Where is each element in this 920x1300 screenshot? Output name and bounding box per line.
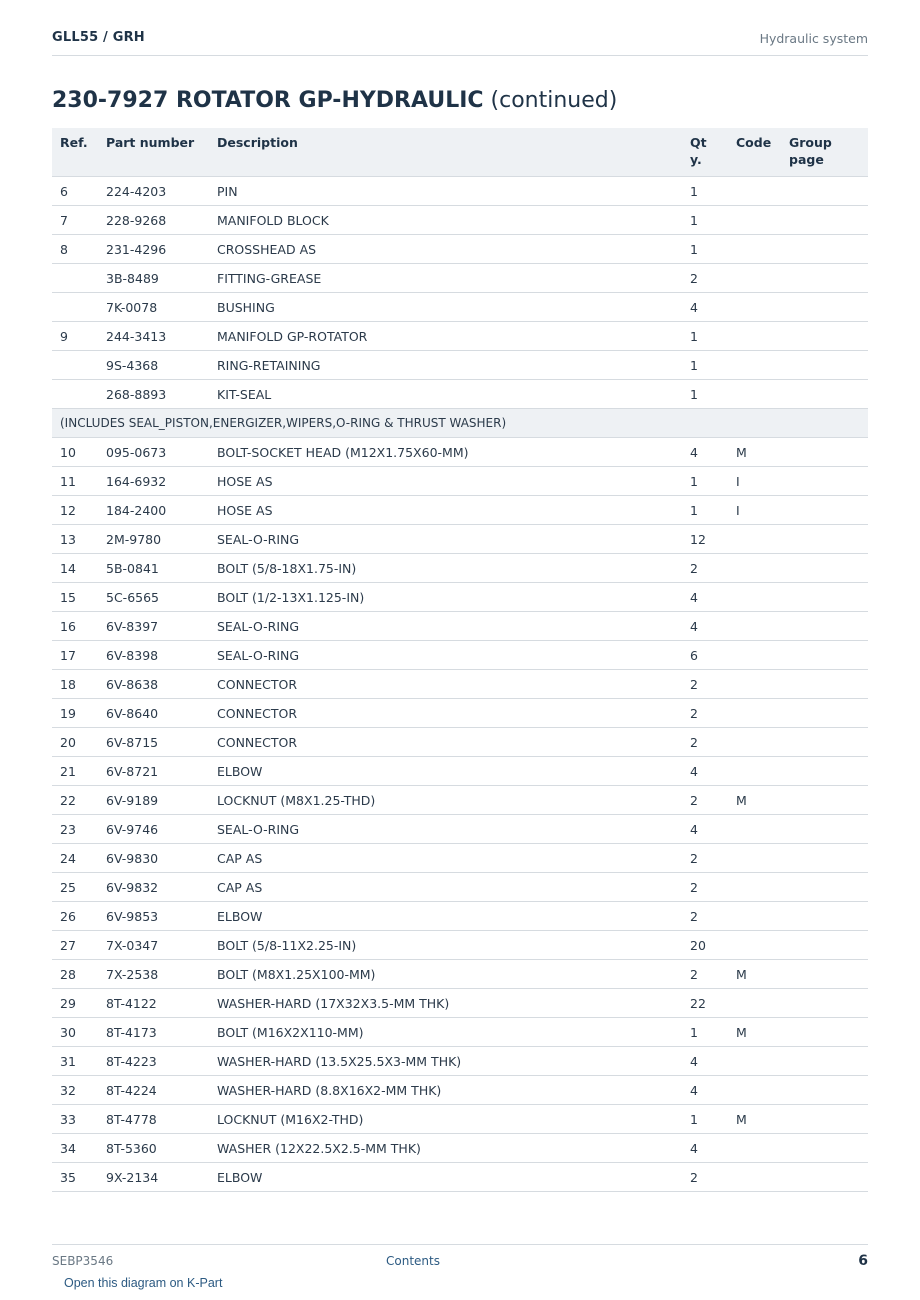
row-part-number: 095-0673: [98, 438, 209, 467]
row-code: [728, 902, 781, 931]
row-part-number: 6V-8638: [98, 670, 209, 699]
row-group-page: [781, 554, 868, 583]
row-description: LOCKNUT (M8X1.25-THD): [209, 786, 682, 815]
row-part-number: 8T-5360: [98, 1134, 209, 1163]
row-code: [728, 1163, 781, 1192]
kpart-link[interactable]: Open this diagram on K-Part: [64, 1276, 223, 1290]
row-description: ELBOW: [209, 1163, 682, 1192]
row-qty: 1: [682, 1018, 728, 1047]
row-description: SEAL-O-RING: [209, 612, 682, 641]
header-qty: [682, 128, 728, 177]
table-row: [52, 931, 868, 960]
row-part-number: 8T-4778: [98, 1105, 209, 1134]
row-group-page: [781, 815, 868, 844]
row-description: WASHER (12X22.5X2.5-MM THK): [209, 1134, 682, 1163]
table-row: [52, 612, 868, 641]
table-row: [52, 467, 868, 496]
table-note-row: [52, 409, 868, 438]
row-description: CAP AS: [209, 844, 682, 873]
row-code: [728, 989, 781, 1018]
row-description: CONNECTOR: [209, 670, 682, 699]
row-qty: 2: [682, 902, 728, 931]
row-ref: 20: [52, 728, 98, 757]
row-part-number: 8T-4223: [98, 1047, 209, 1076]
row-description: KIT-SEAL: [209, 380, 682, 409]
row-qty: 2: [682, 873, 728, 902]
table-row: [52, 844, 868, 873]
row-ref: 35: [52, 1163, 98, 1192]
row-ref: 19: [52, 699, 98, 728]
row-ref: 28: [52, 960, 98, 989]
row-group-page: [781, 786, 868, 815]
row-code: I: [728, 467, 781, 496]
row-ref: [52, 380, 98, 409]
row-description: SEAL-O-RING: [209, 641, 682, 670]
row-qty: 2: [682, 670, 728, 699]
row-qty: 2: [682, 728, 728, 757]
row-ref: [52, 293, 98, 322]
row-code: [728, 554, 781, 583]
row-description: BOLT-SOCKET HEAD (M12X1.75X60-MM): [209, 438, 682, 467]
row-part-number: 6V-9832: [98, 873, 209, 902]
row-group-page: [781, 728, 868, 757]
row-qty: 1: [682, 235, 728, 264]
row-ref: 6: [52, 177, 98, 206]
row-qty: 12: [682, 525, 728, 554]
row-description: BOLT (1/2-13X1.125-IN): [209, 583, 682, 612]
row-ref: 34: [52, 1134, 98, 1163]
row-part-number: 164-6932: [98, 467, 209, 496]
row-group-page: [781, 264, 868, 293]
row-description: WASHER-HARD (8.8X16X2-MM THK): [209, 1076, 682, 1105]
row-code: [728, 815, 781, 844]
header-group-page: Group page: [781, 128, 868, 177]
row-group-page: [781, 641, 868, 670]
row-code: [728, 380, 781, 409]
row-code: [728, 931, 781, 960]
row-group-page: [781, 757, 868, 786]
row-qty: 1: [682, 322, 728, 351]
row-group-page: [781, 670, 868, 699]
row-group-page: [781, 380, 868, 409]
header-description: Description: [209, 128, 682, 177]
row-group-page: [781, 496, 868, 525]
row-ref: 26: [52, 902, 98, 931]
row-ref: 16: [52, 612, 98, 641]
row-ref: 11: [52, 467, 98, 496]
table-row: [52, 902, 868, 931]
row-group-page: [781, 525, 868, 554]
row-ref: 14: [52, 554, 98, 583]
table-row: [52, 177, 868, 206]
row-code: [728, 728, 781, 757]
row-ref: 7: [52, 206, 98, 235]
row-group-page: [781, 438, 868, 467]
row-part-number: 184-2400: [98, 496, 209, 525]
row-ref: 29: [52, 989, 98, 1018]
row-description: SEAL-O-RING: [209, 815, 682, 844]
table-row: [52, 1047, 868, 1076]
row-group-page: [781, 583, 868, 612]
row-description: CROSSHEAD AS: [209, 235, 682, 264]
title-main: 230-7927 ROTATOR GP-HYDRAULIC: [52, 88, 484, 113]
row-ref: 30: [52, 1018, 98, 1047]
row-code: [728, 1134, 781, 1163]
table-row: [52, 1163, 868, 1192]
row-code: [728, 177, 781, 206]
table-row: [52, 496, 868, 525]
row-code: [728, 264, 781, 293]
row-description: WASHER-HARD (17X32X3.5-MM THK): [209, 989, 682, 1018]
row-part-number: 5C-6565: [98, 583, 209, 612]
row-code: [728, 641, 781, 670]
row-part-number: 6V-8721: [98, 757, 209, 786]
table-body: [52, 177, 868, 1192]
header-part-number: Part number: [98, 128, 209, 177]
row-part-number: 8T-4122: [98, 989, 209, 1018]
table-row: [52, 1018, 868, 1047]
table-row: [52, 670, 868, 699]
row-note: (INCLUDES SEAL_PISTON,ENERGIZER,WIPERS,O-RING & THRUST WASHER): [52, 409, 868, 438]
row-qty: 2: [682, 1163, 728, 1192]
row-part-number: 6V-9853: [98, 902, 209, 931]
row-ref: 23: [52, 815, 98, 844]
row-code: M: [728, 1105, 781, 1134]
row-ref: 9: [52, 322, 98, 351]
row-description: RING-RETAINING: [209, 351, 682, 380]
row-part-number: 231-4296: [98, 235, 209, 264]
row-ref: 17: [52, 641, 98, 670]
row-description: PIN: [209, 177, 682, 206]
row-group-page: [781, 1018, 868, 1047]
contents-link[interactable]: Contents: [386, 1254, 440, 1268]
table-row: [52, 438, 868, 467]
table-row: [52, 235, 868, 264]
row-group-page: [781, 873, 868, 902]
row-part-number: 7K-0078: [98, 293, 209, 322]
row-group-page: [781, 467, 868, 496]
row-ref: 25: [52, 873, 98, 902]
row-code: [728, 525, 781, 554]
row-ref: [52, 264, 98, 293]
row-qty: 1: [682, 496, 728, 525]
row-part-number: 5B-0841: [98, 554, 209, 583]
row-group-page: [781, 931, 868, 960]
row-description: CONNECTOR: [209, 728, 682, 757]
row-code: [728, 873, 781, 902]
model-label: GLL55 / GRH: [52, 30, 145, 45]
table-row: [52, 264, 868, 293]
row-description: HOSE AS: [209, 496, 682, 525]
table-row: [52, 960, 868, 989]
row-qty: 1: [682, 177, 728, 206]
row-group-page: [781, 699, 868, 728]
page-header: [52, 28, 868, 56]
table-row: [52, 757, 868, 786]
row-description: BOLT (M8X1.25X100-MM): [209, 960, 682, 989]
page-number: 6: [858, 1253, 868, 1269]
row-code: M: [728, 438, 781, 467]
table-row: [52, 1134, 868, 1163]
row-part-number: 6V-8640: [98, 699, 209, 728]
row-group-page: [781, 612, 868, 641]
row-group-page: [781, 844, 868, 873]
row-part-number: 6V-9189: [98, 786, 209, 815]
row-ref: 8: [52, 235, 98, 264]
row-code: M: [728, 960, 781, 989]
row-description: LOCKNUT (M16X2-THD): [209, 1105, 682, 1134]
row-ref: 21: [52, 757, 98, 786]
row-group-page: [781, 235, 868, 264]
row-part-number: 6V-8398: [98, 641, 209, 670]
table-row: [52, 293, 868, 322]
page-title: [52, 88, 617, 113]
row-ref: 33: [52, 1105, 98, 1134]
row-qty: 2: [682, 699, 728, 728]
row-part-number: 7X-2538: [98, 960, 209, 989]
row-ref: 32: [52, 1076, 98, 1105]
table-row: [52, 873, 868, 902]
row-code: [728, 1076, 781, 1105]
row-qty: 4: [682, 1047, 728, 1076]
row-qty: 1: [682, 467, 728, 496]
row-description: ELBOW: [209, 757, 682, 786]
row-part-number: 244-3413: [98, 322, 209, 351]
row-part-number: 224-4203: [98, 177, 209, 206]
row-qty: 2: [682, 960, 728, 989]
row-qty: 1: [682, 206, 728, 235]
row-part-number: 3B-8489: [98, 264, 209, 293]
row-qty: 4: [682, 1134, 728, 1163]
row-qty: 4: [682, 757, 728, 786]
table-row: [52, 786, 868, 815]
row-qty: 2: [682, 554, 728, 583]
row-part-number: 6V-8715: [98, 728, 209, 757]
row-ref: 22: [52, 786, 98, 815]
row-code: M: [728, 786, 781, 815]
row-code: [728, 235, 781, 264]
row-code: [728, 844, 781, 873]
row-description: BOLT (5/8-11X2.25-IN): [209, 931, 682, 960]
table-row: [52, 989, 868, 1018]
row-code: I: [728, 496, 781, 525]
row-description: WASHER-HARD (13.5X25.5X3-MM THK): [209, 1047, 682, 1076]
row-ref: 13: [52, 525, 98, 554]
row-part-number: 268-8893: [98, 380, 209, 409]
row-code: M: [728, 1018, 781, 1047]
row-group-page: [781, 1076, 868, 1105]
row-group-page: [781, 293, 868, 322]
row-qty: 22: [682, 989, 728, 1018]
row-qty: 2: [682, 264, 728, 293]
row-group-page: [781, 351, 868, 380]
row-description: MANIFOLD BLOCK: [209, 206, 682, 235]
table-row: [52, 641, 868, 670]
row-ref: 31: [52, 1047, 98, 1076]
row-code: [728, 1047, 781, 1076]
row-qty: 4: [682, 815, 728, 844]
row-group-page: [781, 177, 868, 206]
row-qty: 4: [682, 583, 728, 612]
row-qty: 2: [682, 786, 728, 815]
row-code: [728, 322, 781, 351]
table-row: [52, 206, 868, 235]
table-row: [52, 815, 868, 844]
row-description: BUSHING: [209, 293, 682, 322]
header-code: Code: [728, 128, 781, 177]
row-description: SEAL-O-RING: [209, 525, 682, 554]
table-header-row: [52, 128, 868, 177]
title-suffix: (continued): [490, 88, 618, 113]
table-row: [52, 728, 868, 757]
row-qty: 1: [682, 351, 728, 380]
row-qty: 4: [682, 293, 728, 322]
row-qty: 1: [682, 1105, 728, 1134]
row-group-page: [781, 322, 868, 351]
row-code: [728, 612, 781, 641]
row-part-number: 6V-9746: [98, 815, 209, 844]
row-part-number: 6V-9830: [98, 844, 209, 873]
row-qty: 20: [682, 931, 728, 960]
row-code: [728, 583, 781, 612]
row-group-page: [781, 1163, 868, 1192]
row-part-number: 6V-8397: [98, 612, 209, 641]
row-group-page: [781, 206, 868, 235]
row-part-number: 8T-4173: [98, 1018, 209, 1047]
row-code: [728, 757, 781, 786]
row-ref: 12: [52, 496, 98, 525]
row-group-page: [781, 1047, 868, 1076]
row-ref: 10: [52, 438, 98, 467]
row-code: [728, 206, 781, 235]
document-id: SEBP3546: [52, 1254, 114, 1268]
row-part-number: 228-9268: [98, 206, 209, 235]
row-qty: 4: [682, 612, 728, 641]
table-row: [52, 380, 868, 409]
row-ref: 27: [52, 931, 98, 960]
row-qty: 1: [682, 380, 728, 409]
row-ref: [52, 351, 98, 380]
row-qty: 4: [682, 438, 728, 467]
row-code: [728, 351, 781, 380]
row-description: BOLT (5/8-18X1.75-IN): [209, 554, 682, 583]
table-row: [52, 322, 868, 351]
table-row: [52, 554, 868, 583]
row-description: ELBOW: [209, 902, 682, 931]
row-group-page: [781, 1134, 868, 1163]
table-row: [52, 699, 868, 728]
row-description: HOSE AS: [209, 467, 682, 496]
row-description: CAP AS: [209, 873, 682, 902]
row-part-number: 9X-2134: [98, 1163, 209, 1192]
row-group-page: [781, 960, 868, 989]
row-part-number: 2M-9780: [98, 525, 209, 554]
row-part-number: 7X-0347: [98, 931, 209, 960]
row-description: MANIFOLD GP-ROTATOR: [209, 322, 682, 351]
row-ref: 24: [52, 844, 98, 873]
row-group-page: [781, 989, 868, 1018]
row-code: [728, 293, 781, 322]
row-part-number: 9S-4368: [98, 351, 209, 380]
row-group-page: [781, 902, 868, 931]
row-code: [728, 699, 781, 728]
row-description: CONNECTOR: [209, 699, 682, 728]
row-description: FITTING-GREASE: [209, 264, 682, 293]
parts-table: [52, 128, 868, 1192]
row-ref: 18: [52, 670, 98, 699]
row-ref: 15: [52, 583, 98, 612]
table-row: [52, 1076, 868, 1105]
row-group-page: [781, 1105, 868, 1134]
table-row: [52, 351, 868, 380]
section-label: Hydraulic system: [759, 31, 868, 46]
table-row: [52, 525, 868, 554]
table-row: [52, 1105, 868, 1134]
row-code: [728, 670, 781, 699]
row-qty: 6: [682, 641, 728, 670]
header-qty-label: Qty.: [690, 135, 707, 167]
row-qty: 4: [682, 1076, 728, 1105]
row-description: BOLT (M16X2X110-MM): [209, 1018, 682, 1047]
header-ref: Ref.: [52, 128, 98, 177]
table-row: [52, 583, 868, 612]
row-qty: 2: [682, 844, 728, 873]
row-part-number: 8T-4224: [98, 1076, 209, 1105]
